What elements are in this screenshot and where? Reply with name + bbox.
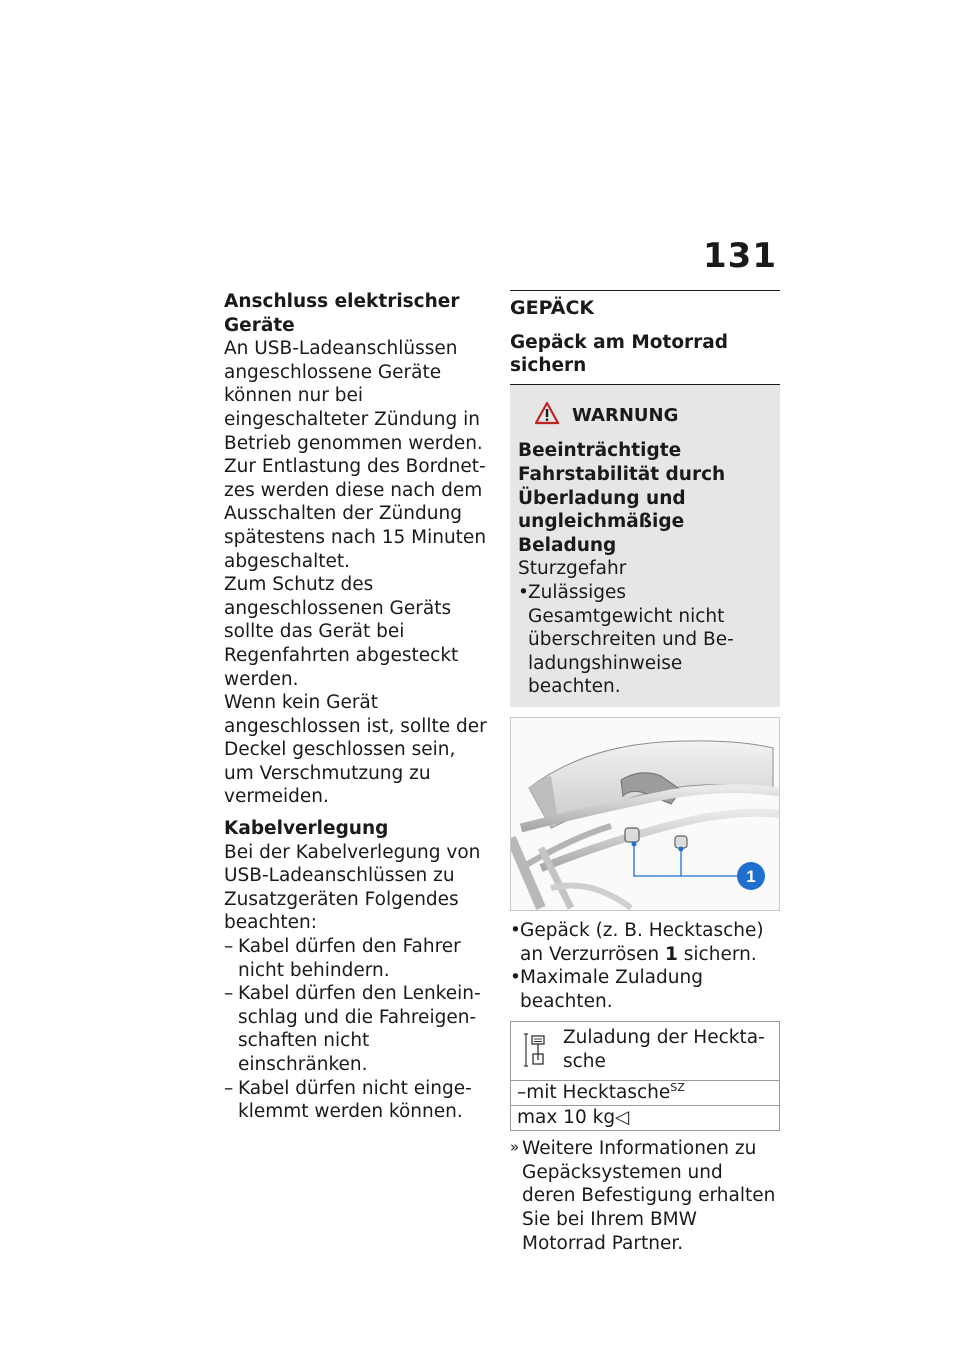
step-text: Gepäck (z. B. Hecktasche) an Verzurrösen	[520, 919, 764, 965]
load-table-row	[511, 1081, 779, 1106]
step-item	[510, 919, 780, 966]
load-condition: –mit Hecktasche	[517, 1082, 671, 1104]
callout-label: 1	[746, 866, 756, 886]
cable-intro: Bei der Kabelverlegung von USB-Ladeanschlüssen zu Zusatzgeräten Folgendes beachten:	[224, 841, 481, 934]
option-code: SZ	[670, 1081, 685, 1095]
right-column	[510, 290, 780, 1255]
cable-heading: Kabelverlegung	[224, 818, 389, 840]
connection-heading: Anschluss elektrischer Geräte	[224, 291, 460, 336]
left-column	[224, 290, 490, 1124]
cable-item: – Kabel dürfen den Lenkeinschlag und die Fahreigenschaften nicht einschränken.	[224, 982, 490, 1076]
rear-rack-illustration	[511, 718, 779, 910]
warning-headline: Beeinträchtigte Fahrstabilität durch Überladung und ungleichmäßige Beladung	[518, 440, 726, 556]
section-title: GEPÄCK	[510, 290, 780, 321]
step-item	[510, 966, 780, 1013]
partner-note: » Weitere Informationen zu Gepäcksystemen und deren Befestigung erhalten Sie bei Ihrem BMW Motorrad Partner.	[510, 1137, 780, 1255]
warning-box	[510, 385, 780, 707]
connection-paragraph: Zur Entlastung des Bordnetzes werden diese nach dem Ausschalten der Zündung spätestens nach 15 Minuten abgeschaltet.	[224, 456, 487, 572]
cable-item: – Kabel dürfen nicht eingeklemmt werden können.	[224, 1077, 490, 1124]
connection-paragraph: An USB-Ladeanschlüssen angeschlossene Geräte können nur bei eingeschalteter Zündung in Betrieb genommen werden.	[224, 338, 483, 454]
warning-label: WARNUNG	[572, 405, 679, 427]
load-weight-icon	[511, 1022, 561, 1080]
connection-paragraph: Zum Schutz des angeschlossenen Geräts sollte das Gerät bei Regenfahrten abgesteckt werden.	[224, 574, 459, 690]
warning-item: • Zulässiges Gesamtgewicht nicht überschreiten und Beladungshinweise beachten.	[518, 581, 772, 699]
cable-item: – Kabel dürfen den Fahrer nicht behindern.	[224, 935, 490, 982]
warning-triangle-icon	[534, 401, 560, 432]
step-text: Maximale Zuladung beachten.	[520, 967, 703, 1012]
connection-paragraph: Wenn kein Gerät angeschlossen ist, sollte der Deckel geschlossen sein, um Verschmutzung zu vermeiden.	[224, 692, 487, 808]
luggage-figure	[510, 717, 780, 911]
load-table-title: Zuladung der Hecktasche	[563, 1027, 765, 1072]
page-number: 131	[703, 236, 777, 276]
load-table	[510, 1021, 780, 1131]
warning-hazard: Sturzgefahr	[518, 558, 627, 580]
warning-header	[518, 401, 772, 432]
step-ref: 1	[665, 943, 678, 965]
sub-title: Gepäck am Motorrad sichern	[510, 331, 780, 385]
load-table-header	[511, 1022, 779, 1081]
step-text: sichern.	[677, 943, 757, 965]
load-table-row: max 10 kg◁	[517, 1107, 630, 1129]
